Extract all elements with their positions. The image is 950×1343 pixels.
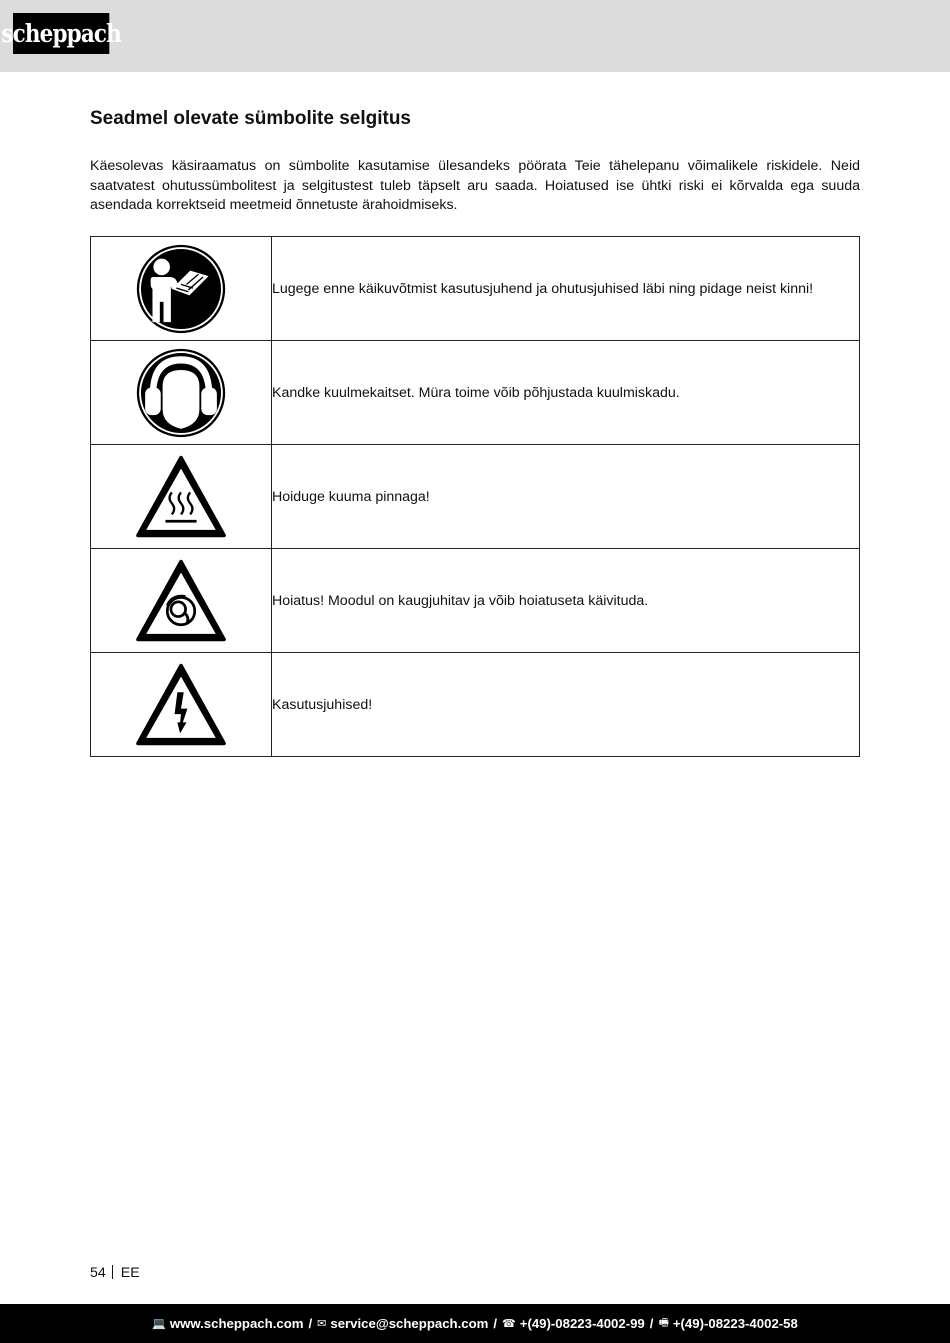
footer-website[interactable]: www.scheppach.com (169, 1316, 304, 1331)
phone-icon: ☎ (502, 1318, 516, 1330)
page-number (90, 1265, 140, 1281)
footer-contact-bar (0, 1304, 950, 1343)
symbol-description: Hoiatus! Moodul on kaugjuhitav ja võib hoiatuseta käivituda. (272, 549, 860, 653)
footer-separator: / (493, 1316, 498, 1331)
page-number-divider (112, 1265, 113, 1279)
envelope-icon: ✉ (317, 1318, 327, 1330)
table-row (91, 237, 860, 341)
footer-separator: / (649, 1316, 654, 1331)
electric-shock-warning-icon (135, 662, 227, 748)
ear-protection-icon (135, 347, 227, 439)
intro-paragraph: Käesolevas käsiraamatus on sümbolite kasutamise ülesandeks pöörata Teie tähelepanu võimalikele riskidele. Neid saatvatest ohutussümbolitest ja selgitustest tuleb täpselt aru saada. Hoiatused ise ühtki riski ei kõrvalda ega suuda asendada korrektseid meetmeid õnnetuste ärahoidmiseks. (90, 158, 860, 213)
symbols-table (90, 236, 860, 757)
footer-separator: / (308, 1316, 313, 1331)
hot-surface-warning-icon (135, 454, 227, 540)
remote-start-warning-icon (135, 558, 227, 644)
fax-icon: 🖷 (658, 1317, 669, 1329)
footer-phone: +(49)-08223-4002-99 (519, 1316, 645, 1331)
laptop-icon: 💻 (152, 1318, 166, 1330)
footer-email[interactable]: service@scheppach.com (330, 1316, 489, 1331)
footer-fax: +(49)-08223-4002-58 (672, 1316, 798, 1331)
symbol-description: Lugege enne käikuvõtmist kasutusjuhend ja ohutusjuhised läbi ning pidage neist kinni! (272, 237, 860, 341)
page-number-value: 54 (90, 1265, 106, 1281)
symbol-description: Hoiduge kuuma pinnaga! (272, 445, 860, 549)
symbol-description: Kasutusjuhised! (272, 653, 860, 757)
header-band (0, 0, 950, 72)
symbol-description: Kandke kuulmekaitset. Müra toime võib põhjustada kuulmiskadu. (272, 341, 860, 445)
table-row (91, 549, 860, 653)
table-row (91, 341, 860, 445)
table-row (91, 653, 860, 757)
scheppach-logo: scheppach (13, 13, 109, 54)
page-title: Seadmel olevate sümbolite selgitus (90, 108, 411, 129)
language-code: EE (120, 1265, 140, 1281)
table-row (91, 445, 860, 549)
read-manual-icon (135, 243, 227, 335)
